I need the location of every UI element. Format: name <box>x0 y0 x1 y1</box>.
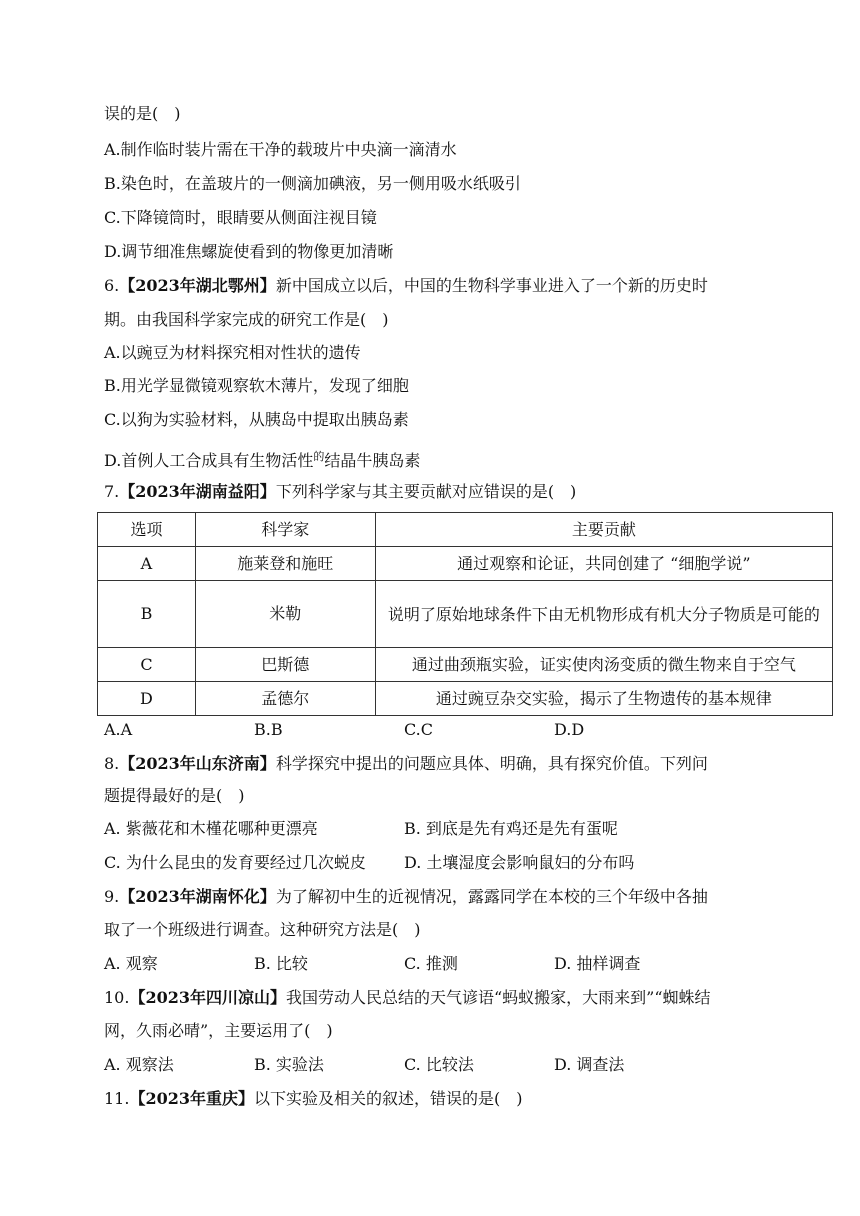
header-option: 选项 <box>98 513 196 547</box>
q7-option-a: A.A <box>104 720 133 739</box>
q8-number: 8. <box>104 754 120 773</box>
q9-stem-line2: 取了一个班级进行调查。这种研究方法是( ) <box>104 920 421 939</box>
q9-option-b: B. 比较 <box>254 954 308 973</box>
q10-option-b: B. 实验法 <box>254 1055 324 1074</box>
q5-option-c: C.下降镜筒时，眼睛要从侧面注视目镜 <box>104 208 377 227</box>
q6-option-d-part1: D.首例人工合成具有生物活性 <box>104 451 314 470</box>
q9-option-d: D. 抽样调查 <box>554 954 641 973</box>
q10-option-d: D. 调查法 <box>554 1055 625 1074</box>
q6-source: 【2023年湖北鄂州】 <box>119 276 276 295</box>
q7-text: 下列科学家与其主要贡献对应错误的是( ) <box>275 482 577 501</box>
q8-option-b: B. 到底是先有鸡还是先有蛋呢 <box>404 819 618 838</box>
q6-number: 6. <box>104 276 120 295</box>
q6-option-d-part2: 结晶牛胰岛素 <box>324 451 421 470</box>
q8-option-d: D. 土壤湿度会影响鼠妇的分布吗 <box>404 853 635 872</box>
row-b-scientist: 米勒 <box>195 581 375 648</box>
q8-stem-line1 <box>104 754 708 774</box>
q6-option-d <box>104 447 420 471</box>
q9-stem-line1 <box>104 887 708 907</box>
row-a-scientist: 施莱登和施旺 <box>195 547 375 581</box>
table-row <box>98 547 833 581</box>
q10-number: 10. <box>104 988 130 1007</box>
table-row <box>98 648 833 682</box>
q7-stem <box>104 482 576 502</box>
q10-option-c: C. 比较法 <box>404 1055 474 1074</box>
header-scientist: 科学家 <box>195 513 375 547</box>
q7-option-c: C.C <box>404 720 433 739</box>
q7-number: 7. <box>104 482 120 501</box>
q11-source: 【2023年重庆】 <box>129 1089 254 1108</box>
q10-option-a: A. 观察法 <box>104 1055 174 1074</box>
row-d-contribution: 通过豌豆杂交实验，揭示了生物遗传的基本规律 <box>375 682 832 716</box>
row-d-option: D <box>98 682 196 716</box>
table-row <box>98 682 833 716</box>
q6-option-a: A.以豌豆为材料探究相对性状的遗传 <box>104 343 361 362</box>
q6-option-c: C.以狗为实验材料，从胰岛中提取出胰岛素 <box>104 410 409 429</box>
q9-number: 9. <box>104 887 120 906</box>
q5-option-a: A.制作临时装片需在干净的载玻片中央滴一滴清水 <box>104 140 457 159</box>
q6-stem-line1 <box>104 276 708 296</box>
q7-source: 【2023年湖南益阳】 <box>119 482 276 501</box>
q8-stem-line2: 题提得最好的是( ) <box>104 786 245 805</box>
row-b-option: B <box>98 581 196 648</box>
q5-option-d: D.调节细准焦螺旋使看到的物像更加清晰 <box>104 242 394 261</box>
q11-number: 11. <box>104 1089 130 1108</box>
q9-text-1: 为了解初中生的近视情况，露露同学在本校的三个年级中各抽 <box>275 887 708 906</box>
scientist-table <box>97 512 833 716</box>
q9-option-a: A. 观察 <box>104 954 158 973</box>
q10-source: 【2023年四川凉山】 <box>129 988 286 1007</box>
row-c-option: C <box>98 648 196 682</box>
q9-source: 【2023年湖南怀化】 <box>119 887 276 906</box>
q10-text-1: 我国劳动人民总结的天气谚语“蚂蚁搬家，大雨来到”“蜘蛛结 <box>286 988 711 1007</box>
header-contribution: 主要贡献 <box>375 513 832 547</box>
q11-text: 以下实验及相关的叙述，错误的是( ) <box>254 1089 523 1108</box>
q9-option-c: C. 推测 <box>404 954 458 973</box>
q10-stem-line1 <box>104 988 711 1008</box>
q6-stem-line2: 期。由我国科学家完成的研究工作是( ) <box>104 310 389 329</box>
row-c-contribution: 通过曲颈瓶实验，证实使肉汤变质的微生物来自于空气 <box>375 648 832 682</box>
q8-text-1: 科学探究中提出的问题应具体、明确，具有探究价值。下列问 <box>275 754 708 773</box>
q11-stem <box>104 1089 523 1109</box>
row-a-option: A <box>98 547 196 581</box>
row-c-scientist: 巴斯德 <box>195 648 375 682</box>
q8-option-c: C. 为什么昆虫的发育要经过几次蜕皮 <box>104 853 366 872</box>
q8-option-a: A. 紫薇花和木槿花哪种更漂亮 <box>104 819 318 838</box>
q7-option-d: D.D <box>554 720 585 739</box>
q5-option-b: B.染色时，在盖玻片的一侧滴加碘液，另一侧用吸水纸吸引 <box>104 174 521 193</box>
table-row <box>98 581 833 648</box>
q7-option-b: B.B <box>254 720 283 739</box>
row-b-contribution: 说明了原始地球条件下由无机物形成有机大分子物质是可能的 <box>375 581 832 648</box>
q6-text-1: 新中国成立以后，中国的生物科学事业进入了一个新的历史时 <box>275 276 708 295</box>
q6-option-b: B.用光学显微镜观察软木薄片，发现了细胞 <box>104 376 409 395</box>
q8-source: 【2023年山东济南】 <box>119 754 276 773</box>
q10-stem-line2: 网，久雨必晴”，主要运用了( ) <box>104 1021 333 1040</box>
q6-option-d-superscript: 的 <box>313 450 325 463</box>
row-a-contribution: 通过观察和论证，共同创建了 “细胞学说” <box>375 547 832 581</box>
q5-stem-tail: 误的是( ) <box>104 104 181 123</box>
row-d-scientist: 孟德尔 <box>195 682 375 716</box>
table-header-row <box>98 513 833 547</box>
